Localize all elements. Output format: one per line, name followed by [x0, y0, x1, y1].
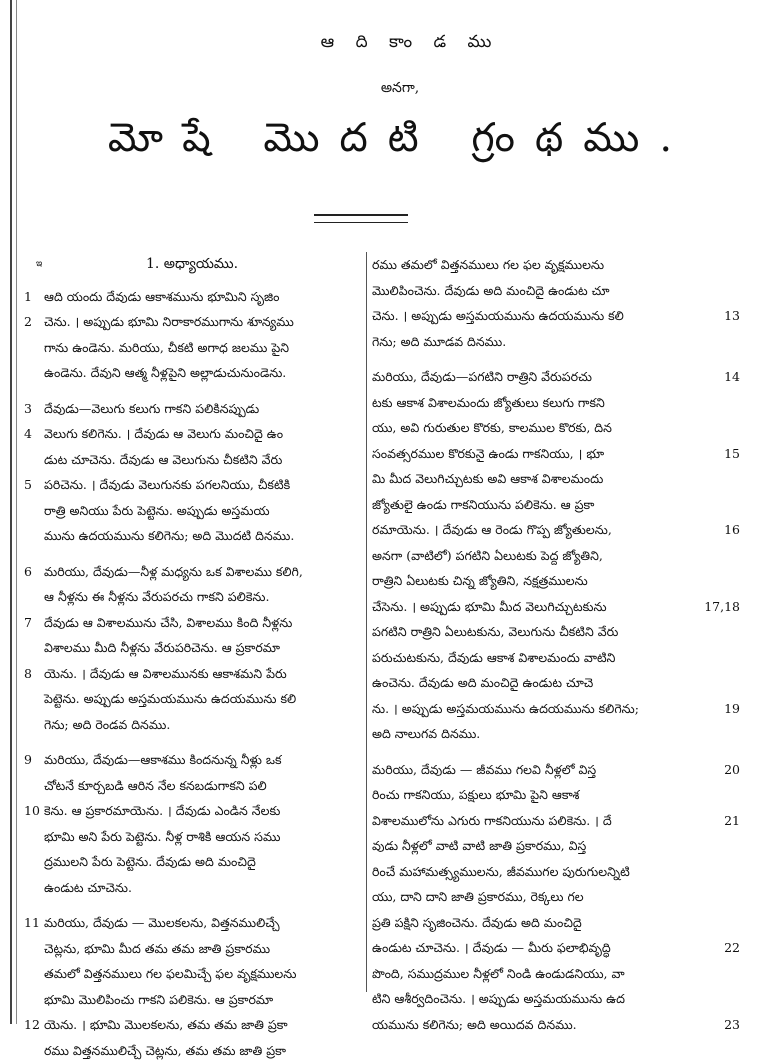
line-text: ఆ నీళ్లను ఈ నీళ్లను వేరుపరచు గాకని పలికెను. [44, 584, 360, 610]
text-line [372, 492, 740, 518]
text-line [372, 390, 740, 416]
line-text: దేవుడు ఆ విశాలమును చేసి, విశాలము కింది నీళ్లను [44, 610, 360, 636]
verse-number [24, 849, 44, 875]
line-text: రించు గాకనియు, పక్షులు భూమి పైని ఆకాశ [372, 782, 700, 808]
line-text: కెను. ఆ ప్రకారమాయెను. । దేవుడు ఎండిన నేలకు [44, 798, 360, 824]
verse-number: 3 [24, 396, 44, 422]
left-column-lines [24, 284, 360, 1063]
text-line [24, 396, 360, 422]
text-line [372, 329, 740, 355]
line-text: దేవుడు—వెలుగు కలుగు గాకని పలికినప్పుడు [44, 396, 360, 422]
paragraph-gap [372, 747, 740, 757]
paragraph-gap [372, 354, 740, 364]
line-text: మును ఉదయమును కలిగెను; అది మొదటి దినము. [44, 523, 360, 549]
text-line [24, 447, 360, 473]
text-line [24, 661, 360, 687]
text-line [24, 936, 360, 962]
text-line [372, 808, 740, 834]
verse-number [700, 543, 740, 569]
text-line [372, 782, 740, 808]
line-text: మొలిపించెను. దేవుడు అది మంచిదై ఉండుట చూ [372, 278, 700, 304]
text-line [24, 284, 360, 310]
verse-number [700, 961, 740, 987]
verse-number [24, 936, 44, 962]
verse-number [700, 859, 740, 885]
line-text: పరుచుటకును, దేవుడు ఆకాశ విశాలమందు వాటిని [372, 645, 700, 671]
text-line [372, 961, 740, 987]
line-text: అది నాలుగవ దినము. [372, 721, 700, 747]
text-line [24, 961, 360, 987]
verse-number: 14 [700, 364, 740, 390]
text-line [372, 466, 740, 492]
text-line [372, 594, 740, 620]
line-text: మరియు, దేవుడు—నీళ్ల మధ్యను ఒక విశాలము కలిగి, [44, 559, 360, 585]
verse-number: 11 [24, 910, 44, 936]
verse-number [24, 961, 44, 987]
text-line [372, 543, 740, 569]
text-line [24, 421, 360, 447]
subheading: అనగా, [40, 80, 760, 99]
verse-number: 21 [700, 808, 740, 834]
paragraph-gap [24, 900, 360, 910]
verse-number [700, 986, 740, 1012]
text-line [372, 757, 740, 783]
text-line [372, 364, 740, 390]
verse-number: 6 [24, 559, 44, 585]
text-line [24, 712, 360, 738]
column-divider [366, 252, 367, 992]
text-line [24, 635, 360, 661]
text-line [24, 610, 360, 636]
line-text: యమును కలిగెను; అది అయిదవ దినము. [372, 1012, 700, 1038]
line-text: టిని ఆశీర్వదించెను. । అప్పుడు అస్తమయమును ఉద [372, 986, 700, 1012]
chapter-heading [24, 252, 360, 278]
line-text: రమాయెను. । దేవుడు ఆ రెండు గొప్ప జ్యోతులను, [372, 517, 700, 543]
title-ornament [314, 214, 408, 223]
text-line [372, 1012, 740, 1038]
line-text: తమలో విత్తనములు గల ఫలమిచ్చే ఫల వృక్షములను [44, 961, 360, 987]
line-text: రము తమలో విత్తనములు గల ఫల వృక్షములను [372, 252, 700, 278]
line-text: రాత్రి అనియు పేరు పెట్టెను. అప్పుడు అస్తమయ [44, 498, 360, 524]
verse-number [700, 782, 740, 808]
text-line [372, 517, 740, 543]
text-line [24, 584, 360, 610]
text-line [372, 568, 740, 594]
text-line [372, 645, 740, 671]
line-text: యెను. । భూమి మొలకలను, తమ తమ జాతి ప్రకా [44, 1012, 360, 1038]
verse-number [24, 584, 44, 610]
line-text: గెను; అది మూడవ దినము. [372, 329, 700, 355]
verse-number: 2 [24, 309, 44, 335]
text-line [372, 986, 740, 1012]
verse-number [24, 635, 44, 661]
verse-number [700, 884, 740, 910]
book-heading: ఆ ది కాం డ ము [60, 32, 760, 56]
line-text: పరిచెను. । దేవుడు వెలుగునకు పగలనియు, చీకటికి [44, 472, 360, 498]
line-text: గెను; అది రెండవ దినము. [44, 712, 360, 738]
verse-number: 12 [24, 1012, 44, 1038]
line-text: మరియు, దేవుడు—ఆకాశము కిందనున్న నీళ్లు ఒక [44, 747, 360, 773]
verse-number [24, 523, 44, 549]
text-line [24, 686, 360, 712]
verse-number [24, 773, 44, 799]
verse-number [24, 987, 44, 1013]
text-line [24, 798, 360, 824]
text-line [372, 721, 740, 747]
text-line [24, 747, 360, 773]
text-line [372, 670, 740, 696]
verse-number [700, 390, 740, 416]
verse-number [700, 833, 740, 859]
verse-number [24, 498, 44, 524]
chapter-title: 1. అధ్యాయము. [146, 256, 238, 272]
line-text: మరియు, దేవుడు — జీవము గలవి నీళ్లలో విస్త [372, 757, 700, 783]
text-line [24, 910, 360, 936]
line-text: ఉండెను. దేవుని ఆత్మ నీళ్లపైని అల్లాడుచునుండెను. [44, 360, 360, 386]
line-text: డుట చూచెను. దేవుడు ఆ వెలుగును చీకటిని వేరు [44, 447, 360, 473]
line-text: విశాలములోను ఎగురు గాకనియును పలికెను. । దే [372, 808, 700, 834]
verse-number [700, 466, 740, 492]
text-line [372, 619, 740, 645]
line-text: ప్రతి పక్షిని సృజించెను. దేవుడు అది మంచిదై [372, 910, 700, 936]
verse-number [24, 447, 44, 473]
line-text: భూమి అని పేరు పెట్టెను. నీళ్ల రాశికి ఆయన సము [44, 824, 360, 850]
line-text: వెలుగు కలిగెను. । దేవుడు ఆ వెలుగు మంచిదై ఉం [44, 421, 360, 447]
line-text: ఉండుట చూచెను. । దేవుడు — మీరు ఫలాభివృద్ధి [372, 935, 700, 961]
text-line [24, 1012, 360, 1038]
text-line [372, 910, 740, 936]
verse-number [700, 329, 740, 355]
verse-number: 1 [24, 284, 44, 310]
verse-number: 17,18 [700, 594, 740, 620]
verse-number [700, 721, 740, 747]
verse-number: 8 [24, 661, 44, 687]
line-text: పొంది, సముద్రముల నీళ్లలో నిండి ఉండుడనియు, వా [372, 961, 700, 987]
line-text: మరియు, దేవుడు—పగటిని రాత్రిని వేరుపరచు [372, 364, 700, 390]
text-line [372, 441, 740, 467]
text-line [372, 833, 740, 859]
text-line [24, 309, 360, 335]
text-line [372, 935, 740, 961]
verse-number [700, 252, 740, 278]
line-text: మి మీద వెలుగిచ్చుటకు అవి ఆకాశ విశాలమందు [372, 466, 700, 492]
line-text: యు, దాని దాని జాతి ప్రకారము, రెక్కలు గల [372, 884, 700, 910]
line-text: భూమి మొలిపించు గాకని పలికెను. ఆ ప్రకారమా [44, 987, 360, 1013]
text-line [372, 252, 740, 278]
text-line [372, 303, 740, 329]
page-header [0, 32, 760, 171]
verse-number: 20 [700, 757, 740, 783]
verse-number: 4 [24, 421, 44, 447]
verse-number [24, 686, 44, 712]
verse-number [700, 568, 740, 594]
text-line [24, 773, 360, 799]
line-text: ద్రములని పేరు పెట్టెను. దేవుడు అది మంచిదై [44, 849, 360, 875]
verse-number [24, 360, 44, 386]
line-text: ఉండుట చూచెను. [44, 875, 360, 901]
text-line [24, 559, 360, 585]
line-text: విశాలము మీది నీళ్లను వేరుపరిచెను. ఆ ప్రకారమా [44, 635, 360, 661]
verse-number [24, 875, 44, 901]
line-text: రించే మహామత్స్యములను, జీవముగల పురుగులన్నిటి [372, 859, 700, 885]
verse-number [700, 645, 740, 671]
verse-number [24, 824, 44, 850]
text-line [24, 360, 360, 386]
line-text: చేసెను. । అప్పుడు భూమి మీద వెలుగిచ్చుటకును [372, 594, 700, 620]
verse-number: 19 [700, 696, 740, 722]
main-title: మోషే మొదటి గ్రంథము. [40, 115, 760, 171]
verse-number [700, 492, 740, 518]
verse-number: 16 [700, 517, 740, 543]
verse-number [24, 712, 44, 738]
verse-number: 22 [700, 935, 740, 961]
paragraph-gap [24, 737, 360, 747]
line-text: జ్యోతులై ఉండు గాకనియును పలికెను. ఆ ప్రకా [372, 492, 700, 518]
text-line [24, 472, 360, 498]
text-line [372, 859, 740, 885]
verse-number [24, 1038, 44, 1063]
verse-number: 13 [700, 303, 740, 329]
verse-number: 23 [700, 1012, 740, 1038]
line-text: ను. । అప్పుడు అస్తమయమును ఉదయమును కలిగెను; [372, 696, 700, 722]
text-line [24, 849, 360, 875]
text-line [372, 415, 740, 441]
chapter-mark: ఇ [36, 252, 42, 278]
text-line [24, 824, 360, 850]
text-line [372, 884, 740, 910]
right-column [372, 252, 740, 992]
line-text: సంవత్సరముల కొరకునై ఉండు గాకనియు, । భూ [372, 441, 700, 467]
line-text: పెట్టెను. అప్పుడు అస్తమయమును ఉదయమును కలి [44, 686, 360, 712]
line-text: యు, అవి గురుతుల కొరకు, కాలముల కొరకు, దిన [372, 415, 700, 441]
text-line [24, 987, 360, 1013]
line-text: పగటిని రాత్రిని ఏలుటకును, వెలుగును చీకటిని వేరు [372, 619, 700, 645]
line-text: రాత్రిని ఏలుటకు చిన్న జ్యోతిని, నక్షత్రములను [372, 568, 700, 594]
verse-number [700, 910, 740, 936]
verse-number: 5 [24, 472, 44, 498]
text-line [24, 523, 360, 549]
line-text: చెను. । అప్పుడు భూమి నిరాకారముగాను శూన్యము [44, 309, 360, 335]
text-line [24, 335, 360, 361]
verse-number [700, 670, 740, 696]
verse-number: 10 [24, 798, 44, 824]
line-text: చెట్లను, భూమి మీద తమ తమ జాతి ప్రకారము [44, 936, 360, 962]
text-line [24, 875, 360, 901]
line-text: చోటనే కూర్చబడి ఆరిన నేల కనబడుగాకని పలి [44, 773, 360, 799]
verse-number: 9 [24, 747, 44, 773]
text-line [372, 278, 740, 304]
line-text: గాను ఉండెను. మరియు, చీకటి అగాధ జలము పైని [44, 335, 360, 361]
line-text: మరియు, దేవుడు — మొలకలను, విత్తనములిచ్చే [44, 910, 360, 936]
line-text: ఉంచెను. దేవుడు అది మంచిదై ఉండుట చూచె [372, 670, 700, 696]
line-text: చెను. । అప్పుడు అస్తమయమును ఉదయమును కలి [372, 303, 700, 329]
verse-number: 15 [700, 441, 740, 467]
text-line [24, 498, 360, 524]
text-line [372, 696, 740, 722]
line-text: రము విత్తనములిచ్చే చెట్లను, తమ తమ జాతి ప్రకా [44, 1038, 360, 1063]
right-column-lines [372, 252, 740, 1037]
paragraph-gap [24, 386, 360, 396]
verse-number [700, 619, 740, 645]
text-columns [24, 252, 740, 1004]
line-text: యెను. । దేవుడు ఆ విశాలమునకు ఆకాశమని పేరు [44, 661, 360, 687]
verse-number [700, 278, 740, 304]
verse-number [24, 335, 44, 361]
text-line [24, 1038, 360, 1063]
left-column [24, 252, 360, 992]
paragraph-gap [24, 549, 360, 559]
verse-number [700, 415, 740, 441]
line-text: ఆది యందు దేవుడు ఆకాశమును భూమిని సృజిం [44, 284, 360, 310]
line-text: అనగా (వాటిలో) పగటిని ఏలుటకు పెద్ద జ్యోతిని, [372, 543, 700, 569]
line-text: టకు ఆకాశ విశాలమందు జ్యోతులు కలుగు గాకని [372, 390, 700, 416]
verse-number: 7 [24, 610, 44, 636]
line-text: వుడు నీళ్లలో వాటి వాటి జాతి ప్రకారము, విస్త [372, 833, 700, 859]
